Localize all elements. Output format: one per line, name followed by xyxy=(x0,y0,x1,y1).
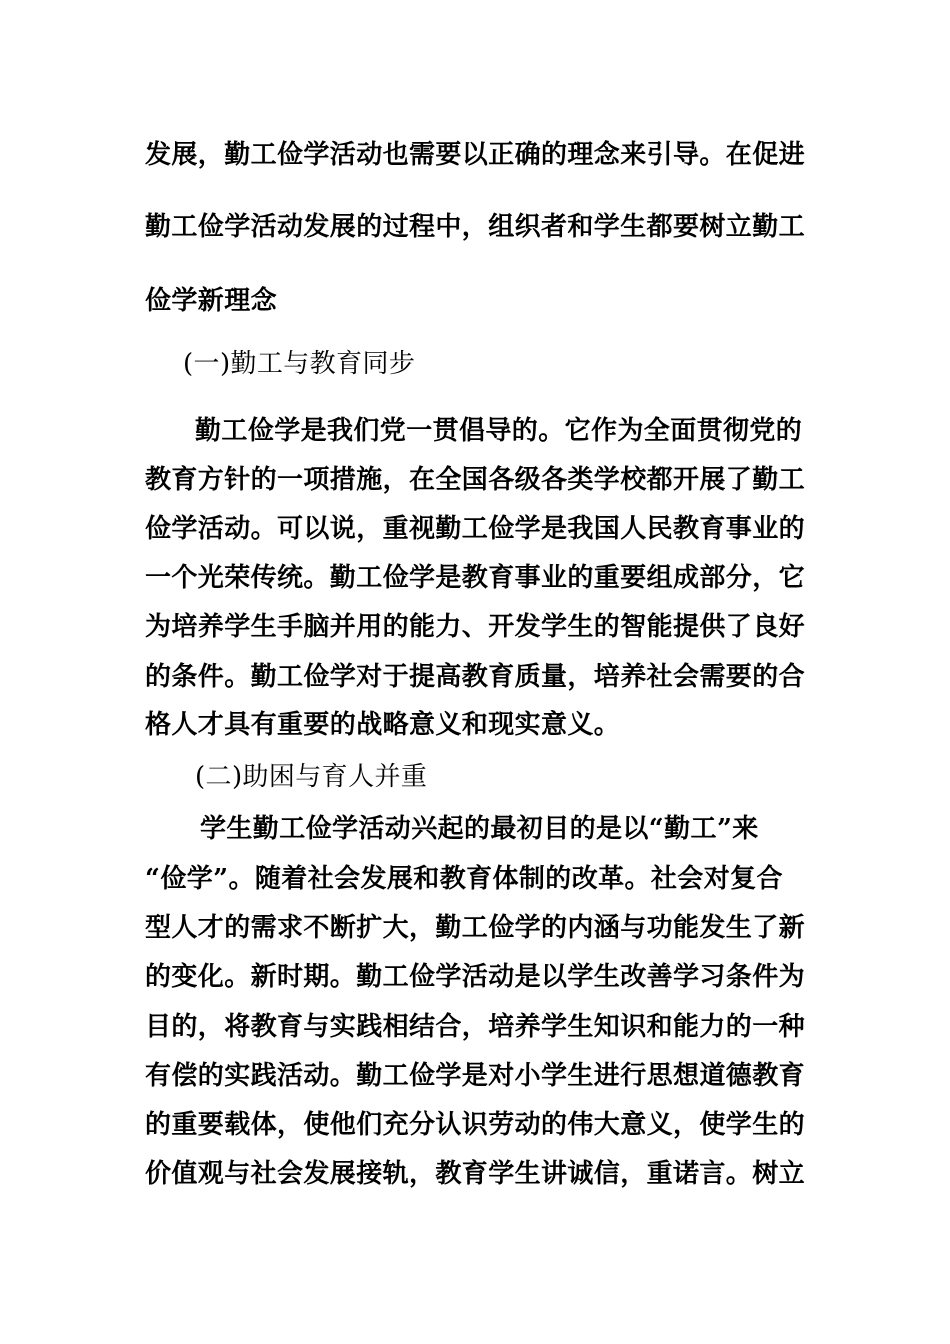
section-1-line-7: 格人才具有重要的战略意义和现实意义。 xyxy=(145,710,621,740)
section-1-line-1: 勤工俭学是我们党一贯倡导的。它作为全面贯彻党的 xyxy=(195,416,803,446)
section-2-line-3: 型人才的需求不断扩大，勤工俭学的内涵与功能发生了新 xyxy=(145,913,806,943)
section-1-heading: (一)勤工与教育同步 xyxy=(183,349,416,379)
section-2-line-2: “俭学”。随着社会发展和教育体制的改革。社会对复合 xyxy=(145,864,783,894)
section-2-line-8: 价值观与社会发展接轨，教育学生讲诚信，重诺言。树立 xyxy=(145,1159,806,1189)
intro-line-2: 勤工俭学活动发展的过程中，组织者和学生都要树立勤工 xyxy=(145,212,806,242)
section-1-line-5: 为培养学生手脑并用的能力、开发学生的智能提供了良好 xyxy=(145,612,806,642)
intro-line-1: 发展，勤工俭学活动也需要以正确的理念来引导。在促进 xyxy=(145,140,806,170)
section-2-line-7: 的重要载体，使他们充分认识劳动的伟大意义，使学生的 xyxy=(145,1110,806,1140)
section-2-line-1: 学生勤工俭学活动兴起的最初目的是以“勤工”来 xyxy=(200,814,759,844)
section-1-line-2: 教育方针的一项措施，在全国各级各类学校都开展了勤工 xyxy=(145,465,806,495)
section-2-line-5: 目的，将教育与实践相结合，培养学生知识和能力的一种 xyxy=(145,1012,806,1042)
section-1-line-3: 俭学活动。可以说，重视勤工俭学是我国人民教育事业的 xyxy=(145,514,806,544)
section-1-line-6: 的条件。勤工俭学对于提高教育质量，培养社会需要的合 xyxy=(145,662,806,692)
section-2-line-4: 的变化。新时期。勤工俭学活动是以学生改善学习条件为 xyxy=(145,962,806,992)
intro-line-3: 俭学新理念 xyxy=(145,286,278,316)
section-2-heading: (二)助困与育人并重 xyxy=(195,762,428,792)
section-2-line-6: 有偿的实践活动。勤工俭学是对小学生进行思想道德教育 xyxy=(145,1061,806,1091)
section-1-line-4: 一个光荣传统。勤工俭学是教育事业的重要组成部分，它 xyxy=(145,563,806,593)
